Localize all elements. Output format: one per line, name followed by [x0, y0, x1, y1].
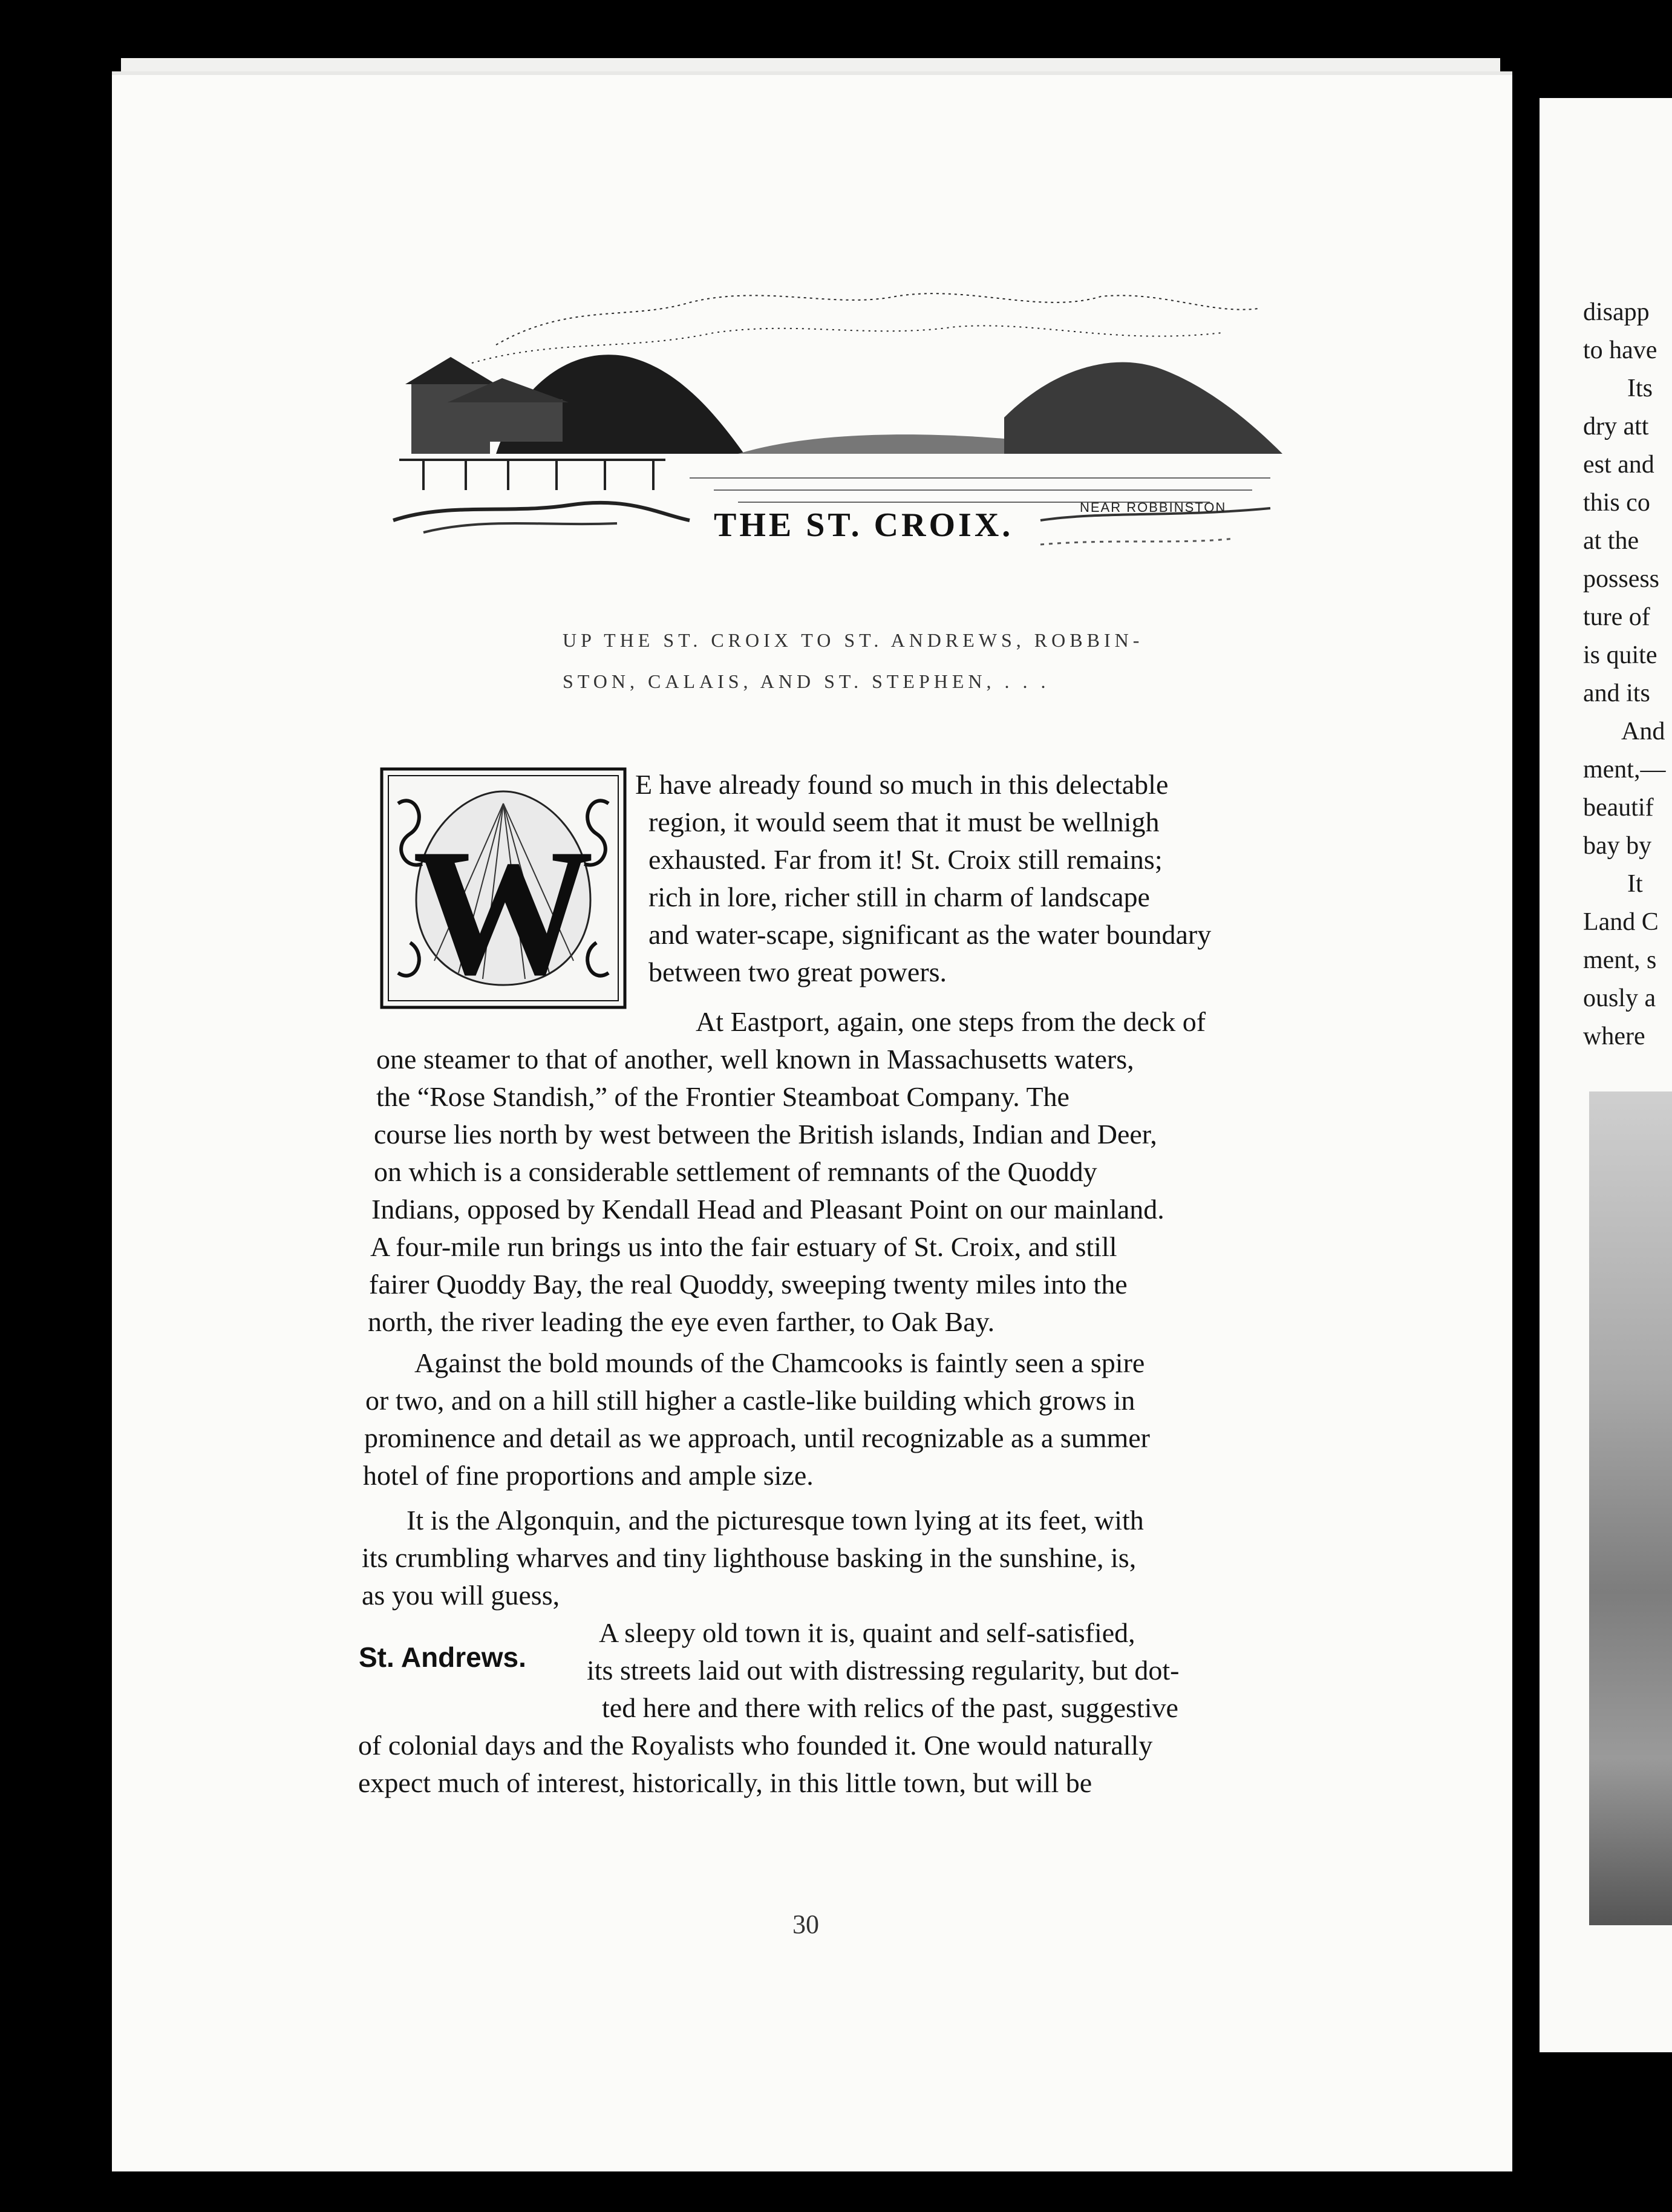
facing-text-line: ment,—	[1583, 756, 1666, 784]
illustration-caption: THE ST. CROIX.	[714, 506, 1014, 544]
chapter-subtitle-line-1: UP THE ST. CROIX TO ST. ANDREWS, ROBBIN-	[563, 629, 1144, 651]
facing-text-line: disapp	[1583, 298, 1650, 326]
sidenote-st-andrews: St. Andrews.	[359, 1641, 526, 1673]
text-line: the “Rose Standish,” of the Frontier Steamboat Company. The	[376, 1081, 1069, 1112]
facing-text-line: dry att	[1583, 413, 1649, 440]
facing-text-line: this co	[1583, 489, 1650, 517]
facing-page-photograph	[1589, 1091, 1672, 1925]
facing-text-line: ture of	[1583, 603, 1650, 631]
facing-text-line: bay by	[1583, 832, 1652, 860]
page-number: 30	[792, 1909, 819, 1939]
facing-text-line: Its	[1627, 375, 1653, 402]
facing-text-line: Land C	[1583, 908, 1659, 936]
facing-text-line: possess	[1583, 565, 1660, 593]
text-line: prominence and detail as we approach, until recognizable as a summer	[364, 1422, 1150, 1453]
chapter-subtitle-line-2: STON, CALAIS, AND ST. STEPHEN, . . .	[563, 670, 1050, 692]
text-line: between two great powers.	[648, 957, 947, 987]
text-line: rich in lore, richer still in charm of landscape	[648, 882, 1150, 912]
facing-text-line: ously a	[1583, 984, 1656, 1012]
text-line: expect much of interest, historically, in this little town, but will be	[358, 1767, 1092, 1798]
facing-text-line: est and	[1583, 451, 1654, 479]
facing-text-line: at the	[1583, 527, 1639, 555]
text-line: Against the bold mounds of the Chamcooks is faintly seen a spire	[414, 1347, 1145, 1378]
facing-text-line: It	[1627, 870, 1643, 898]
text-line: ted here and there with relics of the past, suggestive	[602, 1692, 1178, 1723]
facing-text-line: ment, s	[1583, 946, 1657, 974]
text-line: fairer Quoddy Bay, the real Quoddy, sweeping twenty miles into the	[369, 1269, 1128, 1300]
facing-text-line: and its	[1583, 679, 1650, 707]
text-line: one steamer to that of another, well known in Massachusetts waters,	[376, 1044, 1134, 1075]
text-line: exhausted. Far from it! St. Croix still remains;	[648, 844, 1163, 875]
facing-page	[1540, 98, 1672, 2052]
sketch-note: NEAR ROBBINSTON	[1080, 500, 1227, 515]
text-line: north, the river leading the eye even farther, to Oak Bay.	[368, 1306, 995, 1337]
text-line: At Eastport, again, one steps from the deck of	[696, 1006, 1206, 1037]
text-line: A sleepy old town it is, quaint and self-satisfied,	[599, 1617, 1135, 1648]
text-line: and water-scape, significant as the water boundary	[648, 919, 1212, 950]
text-line: of colonial days and the Royalists who founded it. One would naturally	[358, 1730, 1153, 1761]
text-line: hotel of fine proportions and ample size.	[363, 1460, 814, 1491]
text-line: as you will guess,	[362, 1580, 560, 1611]
text-line: region, it would seem that it must be wellnigh	[648, 807, 1160, 837]
text-line: on which is a considerable settlement of remnants of the Quoddy	[374, 1156, 1097, 1187]
facing-text-line: beautif	[1583, 794, 1654, 822]
facing-text-line: where	[1583, 1023, 1645, 1050]
text-line: its streets laid out with distressing regularity, but dot-	[587, 1655, 1180, 1686]
text-line: or two, and on a hill still higher a castle-like building which grows in	[365, 1385, 1135, 1416]
facing-text-line: to have	[1583, 336, 1657, 364]
text-line: E have already found so much in this delectable	[635, 769, 1169, 800]
drop-cap-ornament	[380, 767, 627, 1009]
text-line: Indians, opposed by Kendall Head and Pleasant Point on our mainland.	[371, 1194, 1164, 1225]
facing-text-line: is quite	[1583, 641, 1657, 669]
text-line: A four-mile run brings us into the fair estuary of St. Croix, and still	[370, 1231, 1117, 1262]
text-line: course lies north by west between the British islands, Indian and Deer,	[374, 1119, 1157, 1150]
text-line: its crumbling wharves and tiny lighthouse basking in the sunshine, is,	[362, 1542, 1137, 1573]
text-line: It is the Algonquin, and the picturesque town lying at its feet, with	[407, 1505, 1144, 1536]
drop-cap-letter: W	[413, 811, 594, 1009]
facing-text-line: And	[1621, 718, 1665, 745]
